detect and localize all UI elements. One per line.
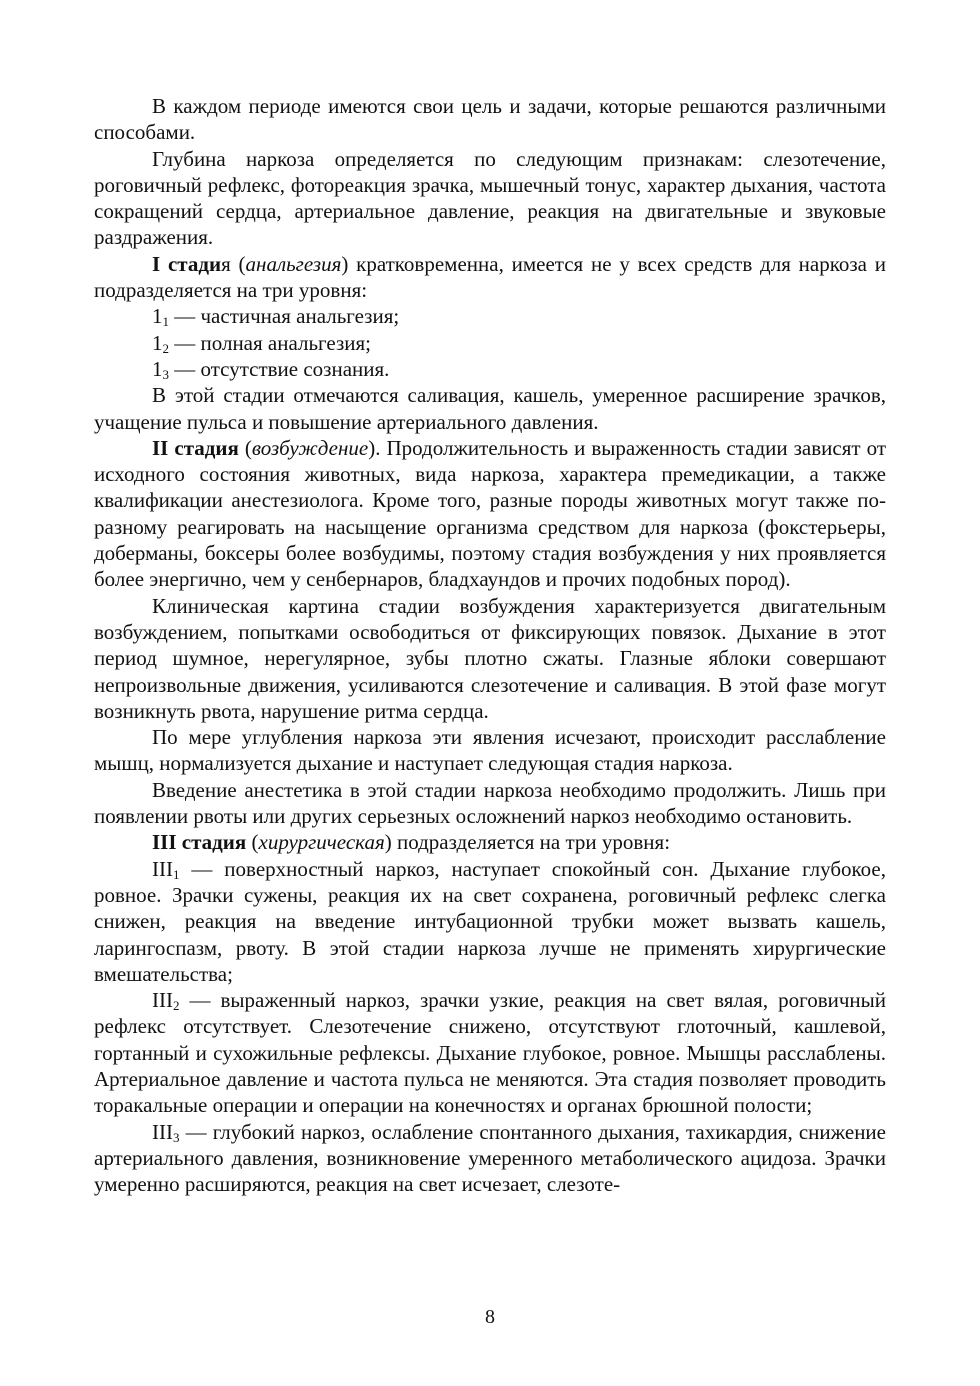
list-item-level-1-3: $1_3$ — отсутствие сознания.: [152, 356, 390, 382]
stage-3-term: хирургическая: [258, 830, 385, 855]
list-item-level-1-2: $1_2$ — полная анальгезия;: [152, 330, 371, 356]
stage-1-heading: I стади: [152, 251, 222, 276]
paragraph-periods: В каждом периоде имеются свои цель и задачи, которые решаются различными способами.: [94, 94, 886, 145]
paragraph-level-3-1: $III_1$ — поверхностный наркоз, наступает спокойный сон. Дыхание глубокое, ровное. Зрачки сужены, реакция их на свет сохранена, роговичный рефлекс слегка снижен, реакция на введение интубационной трубки может вызвать кашель, ларингоспазм, рвоту. В этой стадии наркоза лучше не применять хирургические вмешательства;: [94, 856, 886, 986]
stage-2-heading: II стадия: [152, 435, 239, 460]
stage-2-term: возбуждение: [251, 435, 369, 460]
list-item-level-1-1: $1_1$ — частичная анальгезия;: [152, 304, 400, 330]
paragraph-stage-2: II стадия (возбуждение). Продолжительность и выраженность стадии зависят от исходного состояния животных, вида наркоза, характера премедикации, а также квалификации анестезиолога. Кроме того, разные породы животных могут также по-разному реагировать на насыщение организма средством для наркоза (фокстерьеры, доберманы, боксеры более возбудимы, поэтому стадия возбуждения у них проявляется более энергично, чем у сенбернаров, бладхаундов и прочих подобных пород).: [94, 435, 886, 592]
stage-3-heading: III стадия: [152, 830, 247, 855]
paragraph-stage-1-signs: В этой стадии отмечаются саливация, кашель, умеренное расширение зрачков, учащение пульса и повышение артериального давления.: [94, 383, 886, 434]
paragraph-depth-signs: Глубина наркоза определяется по следующим признакам: слезотечение, роговичный рефлекс, фотореакция зрачка, мышечный тонус, характер дыхания, частота сокращений сердца, артериальное давление, реакция на двигательные и звуковые раздражения.: [94, 146, 886, 250]
paragraph-level-3-3: $III_3$ — глубокий наркоз, ослабление спонтанного дыхания, тахикардия, снижение артериального давления, возникновение умеренного метаболического ацидоза. Зрачки умеренно расширяются, реакция на свет исчезает, слезоте-: [94, 1119, 886, 1197]
paragraph-stage-1: I стадия (анальгезия) кратковременна, имеется не у всех средств для наркоза и подразделяется на три уровня:: [94, 251, 887, 303]
page-body: [94, 93, 886, 1197]
paragraph-clinical-picture: Клиническая картина стадии возбуждения характеризуется двигательным возбуждением, попытками освободиться от фиксирующих повязок. Дыхание в этот период шумное, нерегулярное, зубы плотно сжаты. Глазные яблоки совершают непроизвольные движения, усиливаются слезотечение и саливация. В этой фазе могут возникнуть рвота, нарушение ритма сердца.: [94, 593, 886, 723]
page-number: 8: [485, 1306, 495, 1328]
stage-1-term: анальгезия: [245, 251, 342, 276]
paragraph-stage-3: III стадия (хирургическая) подразделяется на три уровня:: [152, 830, 671, 855]
paragraph-deepening: По мере углубления наркоза эти явления исчезают, происходит расслабление мышц, нормализуется дыхание и наступает следующая стадия наркоза.: [94, 725, 886, 776]
paragraph-level-3-2: $III_2$ — выраженный наркоз, зрачки узкие, реакция на свет вялая, роговичный рефлекс отсутствует. Слезотечение снижено, отсутствуют глоточный, кашлевой, гортанный и сухожильные рефлексы. Дыхание глубокое, ровное. Мышцы расслаблены. Артериальное давление и частота пульса не меняются. Эта стадия позволяет проводить торакальные операции и операции на конечностях и органах брюшной полости;: [94, 988, 886, 1118]
paragraph-anesthetic-continue: Введение анестетика в этой стадии наркоза необходимо продолжить. Лишь при появлении рвоты или других серьезных осложнений наркоз необходимо остановить.: [94, 777, 886, 829]
